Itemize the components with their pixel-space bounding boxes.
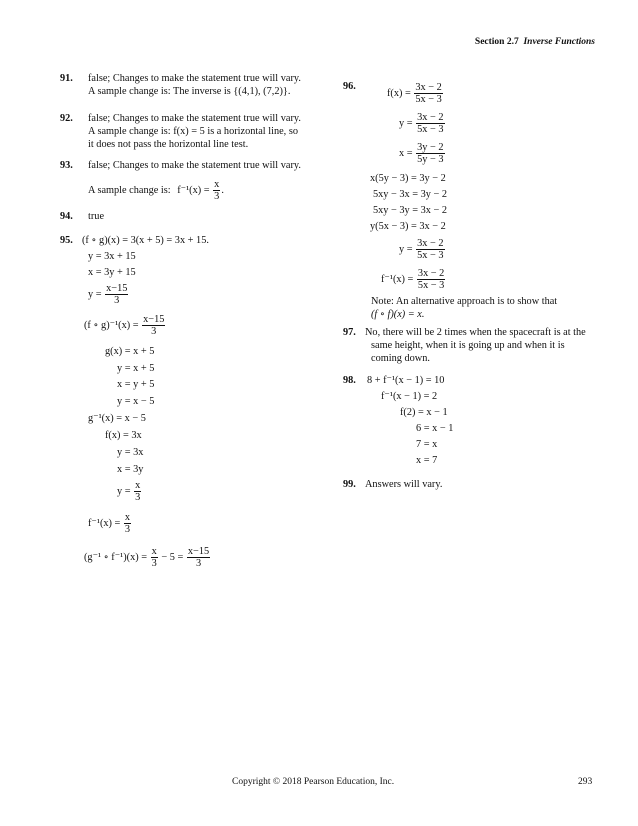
equation-line: f(2) = x − 1 (400, 407, 448, 418)
numerator: 3x − 2 (417, 238, 444, 249)
equation-line: x = y + 5 (117, 379, 155, 390)
problem-number: 99. (343, 479, 356, 490)
fraction (416, 142, 444, 165)
math-text: (g⁻¹ ∘ f⁻¹)(x) = (84, 551, 148, 563)
numerator: 3x − 2 (417, 268, 445, 279)
math-text: y = (399, 243, 413, 255)
fraction (187, 546, 210, 569)
fraction (417, 268, 445, 291)
fraction (105, 283, 128, 306)
equation-line: x = 3y (117, 464, 144, 475)
section-label: Section 2.7 (474, 37, 519, 47)
numerator: x−15 (143, 314, 165, 325)
problem-number: 98. (343, 375, 356, 386)
equation-line: 6 = x − 1 (416, 423, 454, 434)
math-text: y = (399, 117, 413, 129)
equation-line: x = 7 (416, 455, 438, 466)
page-number: 293 (578, 777, 593, 787)
fraction (151, 546, 158, 569)
equation-line: g⁻¹(x) = x − 5 (88, 413, 146, 424)
numerator: 3y − 2 (417, 142, 444, 153)
equation-line: x(5y − 3) = 3y − 2 (370, 173, 446, 184)
equation-line: 5xy − 3y = 3x − 2 (373, 205, 448, 216)
answer-line: false; Changes to make the statement true will vary. (88, 160, 301, 171)
answer-line (88, 179, 322, 202)
answer-line: false; Changes to make the statement true will vary. (88, 113, 301, 124)
math-text: y = (88, 288, 102, 300)
denominator: 5x − 3 (417, 280, 445, 291)
note-line: (f ∘ f)(x) = x. (371, 309, 425, 320)
answer-line: true (88, 211, 105, 222)
section-title: Inverse Functions (523, 37, 595, 47)
fraction (416, 112, 444, 135)
fraction (213, 179, 220, 202)
answer-text: A sample change is: (88, 184, 171, 196)
equation-line: f(x) = 3x (105, 430, 142, 441)
equation-line (88, 283, 129, 306)
equation-line (399, 112, 446, 135)
numerator: x (151, 546, 157, 557)
numerator: x (124, 512, 131, 523)
equation-line (381, 268, 446, 291)
equation-line: y = 3x + 15 (88, 251, 136, 262)
equation-line (117, 480, 142, 503)
numerator: 3x − 2 (415, 82, 442, 93)
fraction (416, 238, 444, 261)
math-text: f⁻¹(x) = (381, 273, 414, 285)
problem-number: 97. (343, 327, 356, 338)
numerator: x−15 (106, 283, 128, 294)
denominator: 3 (151, 326, 157, 337)
equation-line (84, 546, 211, 569)
equation-line: 5xy − 3x = 3y − 2 (373, 189, 448, 200)
math-text: f⁻¹(x) = (177, 184, 210, 196)
denominator: 5x − 3 (415, 94, 442, 105)
copyright-notice: Copyright © 2018 Pearson Education, Inc. (232, 777, 395, 787)
equation-line: y(5x − 3) = 3x − 2 (370, 221, 446, 232)
equation-line: g(x) = x + 5 (105, 346, 155, 357)
equation-line: y = x + 5 (117, 363, 155, 374)
denominator: 3 (124, 524, 131, 535)
problem-number: 93. (60, 160, 73, 171)
equation-line: (f ∘ g)(x) = 3(x + 5) = 3x + 15. (82, 235, 209, 246)
answer-line: Answers will vary. (365, 479, 443, 490)
answer-line: coming down. (371, 353, 430, 364)
denominator: 3 (135, 492, 141, 503)
numerator: 3x − 2 (417, 112, 444, 123)
equation-line (88, 512, 132, 535)
equation-line: f⁻¹(x − 1) = 2 (381, 391, 438, 402)
denominator: 5x − 3 (417, 250, 444, 261)
note-line: Note: An alternative approach is to show that (371, 296, 558, 307)
problem-number: 95. (60, 235, 73, 246)
denominator: 3 (195, 558, 202, 569)
equation-line (84, 314, 166, 337)
math-text: − 5 = (161, 551, 184, 563)
denominator: 3 (151, 558, 157, 569)
problem-number: 92. (60, 113, 73, 124)
answer-line: A sample change is: The inverse is {(4,1), (7,2)}. (88, 86, 291, 97)
answer-line: false; Changes to make the statement true will vary. (88, 73, 301, 84)
equation-line: 7 = x (416, 439, 438, 450)
problem-number: 96. (343, 81, 356, 92)
numerator: x (214, 179, 220, 190)
fraction (142, 314, 165, 337)
equation-line: y = x − 5 (117, 396, 155, 407)
denominator: 3 (214, 191, 220, 202)
math-text: y = (117, 485, 131, 497)
math-text: f(x) = (387, 87, 411, 99)
equation-line (387, 82, 444, 105)
equation-line (399, 238, 446, 261)
equation-line: y = 3x (117, 447, 144, 458)
answer-line: same height, when it is going up and when it is (371, 340, 565, 351)
problem-number: 91. (60, 73, 73, 84)
denominator: 3 (114, 295, 120, 306)
inverse-formula: f⁻¹(x) = $\frac{x}{3}$ . (177, 179, 224, 202)
equation-line (399, 142, 446, 165)
numerator: x (135, 480, 141, 491)
fraction (124, 512, 131, 535)
answer-line: it does not pass the horizontal line test. (88, 139, 249, 150)
equation-line: 8 + f⁻¹(x − 1) = 10 (367, 375, 445, 386)
equation-line: x = 3y + 15 (88, 267, 136, 278)
math-text: f⁻¹(x) = (88, 517, 121, 529)
answer-line: A sample change is: f(x) = 5 is a horizontal line, so (88, 126, 298, 137)
math-text: x = (399, 147, 413, 159)
denominator: 5y − 3 (417, 154, 444, 165)
fraction (134, 480, 141, 503)
math-text: (f ∘ g)⁻¹(x) = (84, 319, 139, 331)
answer-line: No, there will be 2 times when the spacecraft is at the (365, 327, 586, 338)
denominator: 5x − 3 (417, 124, 444, 135)
numerator: x−15 (187, 546, 210, 557)
problem-number: 94. (60, 211, 73, 222)
fraction (414, 82, 442, 105)
running-header (475, 37, 595, 47)
